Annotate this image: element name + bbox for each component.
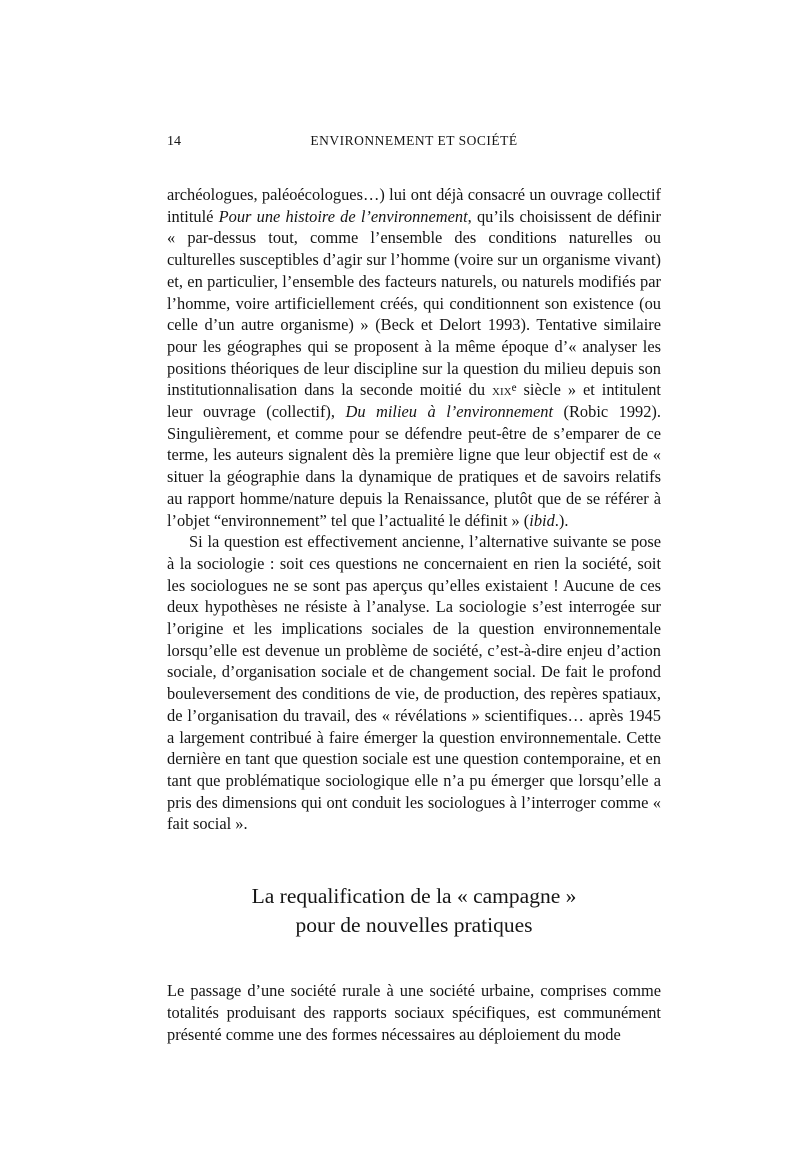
section-heading-line-2: pour de nouvelles pratiques: [295, 913, 533, 938]
running-title: ENVIRONNEMENT ET SOCIÉTÉ: [310, 133, 518, 148]
page-content: [167, 133, 661, 1045]
page-header: [167, 133, 661, 151]
italic-text: Pour une histoire de l’environnement: [218, 206, 468, 226]
small-caps-text: xix: [492, 380, 512, 400]
superscript-text: e: [511, 382, 517, 395]
italic-text: Du milieu à l’environnement: [345, 402, 554, 422]
section-heading: [167, 882, 661, 940]
italic-text: ibid: [529, 510, 555, 530]
section-heading-line-1: La requalification de la « campagne »: [251, 884, 577, 909]
paragraph-3: Le passage d’une société rurale à une société urbaine, comprises comme totalités produisant des rapports sociaux spécifiques, est communément présenté comme une des formes nécessaires au déploiement du mode: [167, 981, 661, 1044]
page-number: 14: [167, 134, 181, 149]
paragraph-2: Si la question est effectivement ancienne, l’alternative suivante se pose à la sociologie : soit ces questions ne concernaient en rien la société, soit les sociologues ne se sont pas aperçus qu’elles existaient ! Aucune de ces deux hypothèses ne résiste à l’analyse. La sociologie s’est interrogée sur l’origine et les implications sociales de la question environnementale lorsqu’elle est devenue un problème de société, c’est-à-dire enjeu d’action sociale, d’organisation sociale et de changement social. De fait le profond bouleversement des conditions de vie, de production, des repères spatiaux, de l’organisation du travail, des « révélations » scientifiques… après 1945 a largement contribué à faire émerger la question environnementale. Cette dernière en tant que question sociale est une question contemporaine, et en tant que problématique sociologique elle n’a pu émerger que lorsqu’elle a pris des dimensions qui ont conduit les sociologues à l’interroger comme « fait social ».: [167, 532, 661, 834]
paragraph-1: archéologues, paléoécologues…) lui ont déjà consacré un ouvrage collectif intitulé Pour une histoire de l’environnement, qu’ils choisissent de définir « par-dessus tout, comme l’ensemble des conditions naturelles ou culturelles susceptibles d’agir sur l’homme (voire sur un organisme vivant) et, en particulier, l’ensemble des facteurs naturels, ou naturels modifiés par l’homme, voire artificiellement créés, qui conditionnent son existence (ou celle d’un autre organisme) » (Beck et Delort 1993). Tentative similaire pour les géographes qui se proposent à la même époque d’« analyser les positions théoriques de leur discipline sur la question du milieu depuis son institutionnalisation dans la seconde moitié du xix$^e$ siècle » et intitulent leur ouvrage (collectif), Du milieu à l’environnement (Robic 1992). Singulièrement, et comme pour se défendre peut-être de s’emparer de ce terme, les auteurs signalent dès la première ligne que leur objectif est de « situer la géographie dans la dynamique de pratiques et de savoirs relatifs au rapport homme/nature depuis la Renaissance, plutôt que de se référer à l’objet “environnement” tel que l’actualité le définit » (ibid.).: [167, 185, 661, 530]
